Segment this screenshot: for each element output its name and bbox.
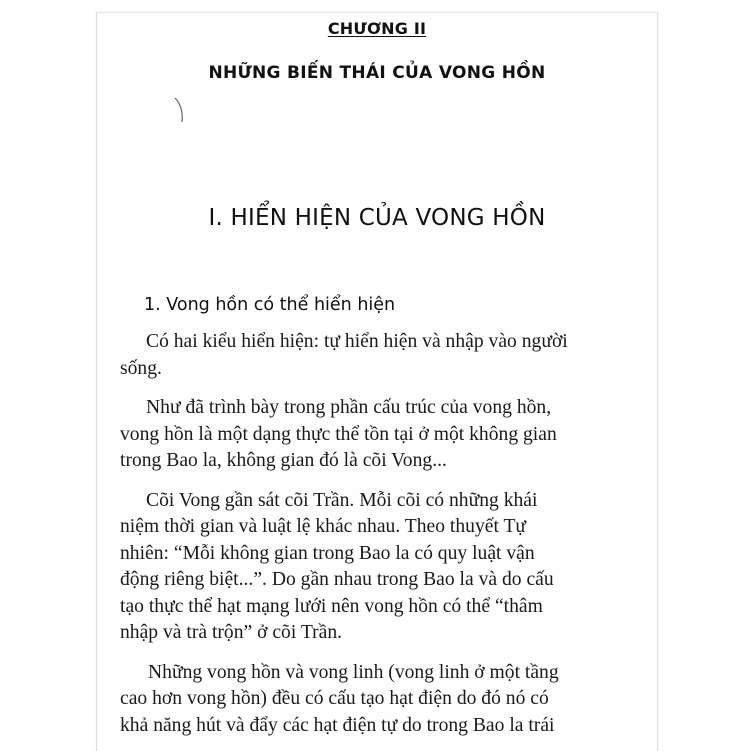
text-line: khả năng hút và đẩy các hạt điện tự do trong Bao la trái [120, 714, 555, 736]
text-line: Như đã trình bày trong phần cấu trúc của vong hồn, [146, 397, 552, 418]
text-line: Có hai kiểu hiển hiện: tự hiển hiện và nhập vào người [146, 331, 568, 352]
body-text [120, 329, 640, 739]
text-line: sống. [120, 357, 162, 379]
text-line: nhập và trà trộn” ở cõi Trần. [120, 622, 343, 643]
paragraph [120, 395, 640, 475]
text-line: trong Bao la, không gian đó là cõi Vong... [120, 450, 447, 471]
text-line: vong hồn là một dạng thực thể tồn tại ở một không gian [120, 423, 557, 445]
paragraph [120, 660, 640, 740]
paragraph [120, 329, 640, 382]
subsection-heading: 1. Vong hồn có thể hiển hiện [144, 295, 396, 315]
text-line: Cõi Vong gần sát cõi Trần. Mỗi cõi có những khái [146, 489, 538, 511]
text-line: động riêng biệt...”. Do gần nhau trong Bao la và do cấu [120, 569, 554, 590]
paragraph [120, 488, 640, 647]
chapter-title: NHỮNG BIẾN THÁI CỦA VONG HỒN [208, 63, 546, 83]
chapter-label: CHƯƠNG II [327, 19, 427, 38]
book-page [96, 12, 658, 751]
text-line: nhiên: “Mỗi không gian trong Bao la có quy luật vận [120, 542, 535, 564]
text-line: Những vong hồn và vong linh (vong linh ở một tầng [148, 661, 559, 683]
text-line: tạo thực thể hạt mạng lưới nên vong hồn có thể “thâm [120, 595, 543, 617]
text-line: niệm thời gian và luật lệ khác nhau. Theo thuyết Tự [120, 516, 527, 537]
section-heading: I. HIỂN HIỆN CỦA VONG HỒN [208, 205, 546, 231]
scan-smudge-mark [173, 97, 187, 123]
text-line: cao hơn vong hồn) đều có cấu tạo hạt điện do đó nó có [120, 688, 549, 709]
